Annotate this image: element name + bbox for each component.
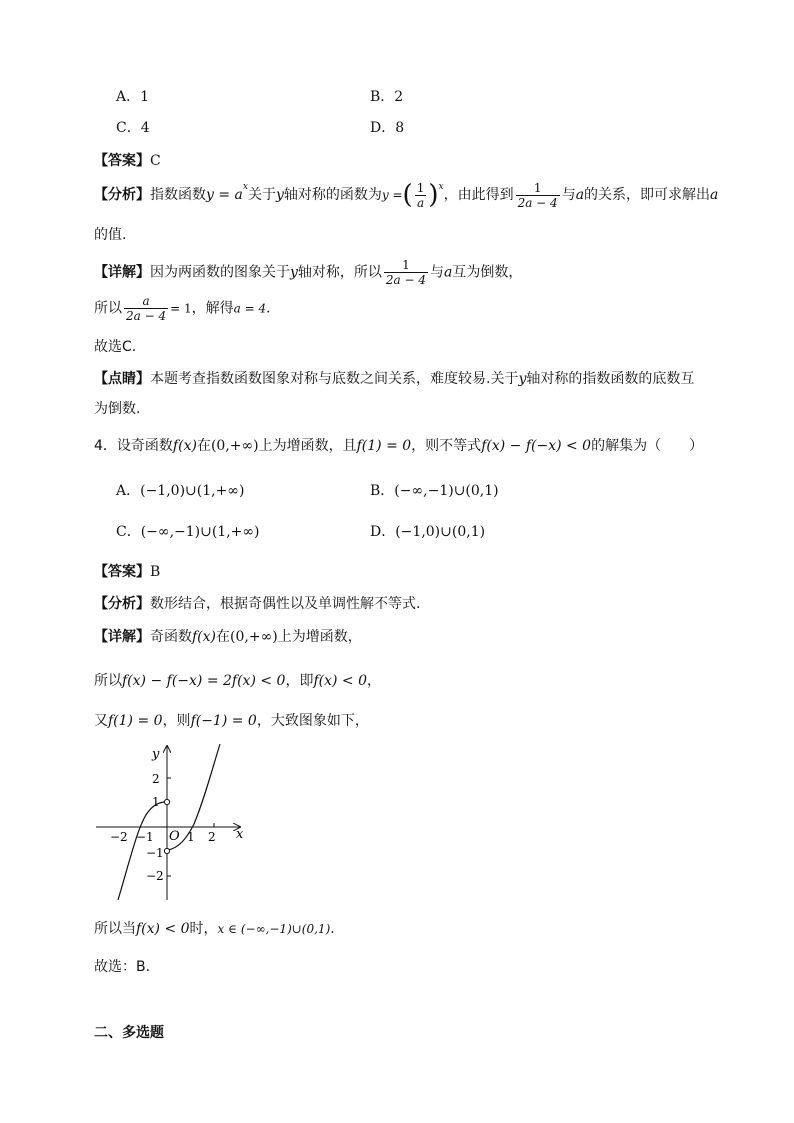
answer-tag: 【答案】 — [94, 564, 150, 580]
detail-text: 因为两函数的图象关于 — [150, 264, 290, 281]
q4-analysis — [94, 593, 420, 613]
math-expr: a = 4 — [233, 301, 267, 316]
math-expr: f(x) < 0 — [313, 673, 367, 689]
math-expr: f(x) − f(−x) < 0 — [481, 438, 592, 454]
answer-value: B — [150, 564, 161, 580]
answer-value: C — [150, 153, 161, 169]
math-var: a — [710, 187, 719, 203]
math-expr: f(1) = 0 — [356, 438, 412, 454]
q3-comment — [94, 368, 694, 388]
q3-option-a: A．1 — [116, 89, 150, 105]
fraction — [516, 181, 560, 210]
detail-text: 上为增函数， — [277, 629, 362, 645]
analysis-tag: 【分析】 — [94, 596, 150, 612]
open-point-bottom — [164, 848, 169, 853]
q4-option-c: C．(−∞,−1)∪(1,+∞) — [116, 524, 260, 540]
detail-tag: 【详解】 — [94, 264, 150, 281]
detail-text: 与 — [430, 264, 445, 281]
section-title: 二、多选题 — [94, 1025, 164, 1041]
q4-detail-line2 — [94, 670, 381, 690]
detail-text: 时， — [189, 921, 218, 937]
math-expr: (0,+∞) — [230, 629, 278, 645]
q4-option-d: D．(−1,0)∪(0,1) — [370, 524, 486, 540]
detail-text: 所以当 — [94, 921, 136, 937]
comment-text: 本题考查指数函数图象对称与底数之间关系，难度较易.关于 — [150, 371, 519, 387]
detail-text: 又 — [94, 713, 108, 729]
y-axis-label: y — [152, 747, 160, 762]
math-expr: x ∈ (−∞,−1)∪(0,1) — [217, 922, 331, 936]
stem-text: ，则不等式 — [411, 438, 482, 454]
math-sup: x — [438, 182, 444, 192]
math-expr: f(−1) = 0 — [190, 713, 257, 729]
q4-choose: 故选：B. — [94, 959, 151, 975]
analysis-text: 关于 — [247, 187, 276, 203]
q4-answer — [94, 561, 160, 581]
math-sup: x — [242, 182, 248, 192]
q4-detail-line3 — [94, 710, 369, 730]
detail-text: ，则 — [162, 713, 191, 729]
math-expr: f(x) — [192, 629, 217, 645]
q3-detail — [94, 258, 522, 287]
math-expr: (0,+∞) — [210, 438, 259, 454]
frac-num: a — [124, 294, 168, 309]
answer-tag: 【答案】 — [94, 153, 150, 169]
detail-text: 所以 — [94, 300, 122, 317]
q3-option-c: C．4 — [116, 120, 150, 136]
q3-answer — [94, 150, 161, 170]
math-expr: f(x) < 0 — [136, 921, 190, 937]
tick-y-neg2: −2 — [146, 869, 164, 883]
q4-option-a: A．(−1,0)∪(1,+∞) — [116, 483, 245, 499]
analysis-text: 的关系，即可求解出 — [584, 187, 711, 203]
analysis-text: 轴对称的函数为 — [283, 187, 382, 203]
origin-label: O — [169, 829, 180, 844]
tick-y-2: 2 — [152, 772, 160, 786]
paren-left: ( — [402, 180, 413, 210]
tick-x-1: 1 — [187, 830, 195, 844]
fraction — [415, 181, 427, 210]
detail-text: ，解得 — [191, 300, 234, 317]
q4-option-b: B．(−∞,−1)∪(0,1) — [370, 483, 499, 499]
frac-den: a — [416, 195, 425, 210]
x-axis-label: x — [236, 827, 244, 842]
q3-analysis — [94, 180, 718, 210]
math-var: a — [575, 187, 585, 203]
detail-text: 轴对称，所以 — [297, 264, 382, 281]
tick-x-2: 2 — [208, 830, 216, 844]
comment-text: 轴对称的指数函数的底数互 — [526, 371, 695, 387]
math-expr: y = — [381, 188, 403, 202]
detail-text: 在 — [216, 629, 231, 645]
tick-y-neg1: −1 — [146, 846, 164, 860]
q3-choose: 故选C. — [94, 339, 137, 355]
detail-tag: 【详解】 — [94, 629, 150, 645]
math-expr: f(1) = 0 — [108, 713, 163, 729]
math-var: y — [518, 371, 527, 387]
math-expr: = 1 — [170, 301, 192, 316]
fraction — [384, 258, 428, 287]
analysis-text: ，由此得到 — [443, 187, 514, 203]
math-expr: f(x) − f(−x) = 2f(x) < 0 — [122, 673, 286, 689]
detail-text: 奇函数 — [150, 629, 192, 645]
detail-text: ， — [367, 673, 381, 689]
frac-num: 1 — [384, 258, 428, 273]
math-expr: f(x) — [172, 438, 197, 454]
frac-den: 2a − 4 — [385, 273, 427, 287]
frac-num: 1 — [516, 181, 560, 196]
stem-text: 在 — [196, 438, 211, 454]
frac-num: 1 — [416, 180, 425, 195]
q4-stem — [94, 435, 703, 455]
frac-den: 2a − 4 — [517, 195, 558, 210]
stem-text: 的解集为（ ） — [591, 438, 704, 454]
q3-comment-cont: 为倒数. — [94, 401, 141, 417]
q3-analysis-cont: 的值. — [94, 227, 127, 243]
detail-text: ，即 — [285, 673, 314, 689]
math-expr: y = a — [206, 187, 243, 203]
analysis-tag: 【分析】 — [94, 187, 150, 203]
math-var: y — [275, 187, 284, 203]
stem-text: 上为增函数，且 — [258, 438, 357, 454]
open-point-top — [164, 799, 169, 804]
math-var: y — [290, 264, 298, 281]
analysis-text: 与 — [561, 187, 576, 203]
q3-option-d: D．8 — [370, 120, 405, 136]
math-var: a — [444, 264, 453, 281]
q4-detail — [94, 626, 362, 646]
q4-conclusion — [94, 918, 335, 938]
frac-den: 2a − 4 — [126, 309, 167, 323]
tick-y-1: 1 — [152, 795, 160, 809]
function-graph — [90, 740, 260, 905]
comment-tag: 【点睛】 — [94, 371, 150, 387]
fraction — [124, 294, 168, 323]
analysis-text: 指数函数 — [150, 187, 206, 203]
tick-x-neg1: −1 — [136, 830, 154, 844]
q3-detail-line2 — [94, 294, 280, 323]
detail-text: ． — [266, 300, 281, 317]
analysis-text: 数形结合，根据奇偶性以及单调性解不等式. — [150, 596, 421, 612]
stem-text: 4．设奇函数 — [94, 438, 173, 454]
detail-text: 互为倒数， — [452, 264, 523, 281]
detail-text: . — [330, 921, 335, 937]
detail-text: 所以 — [94, 673, 122, 689]
paren-right: ) — [428, 180, 439, 210]
q3-option-b: B．2 — [370, 89, 404, 105]
tick-x-neg2: −2 — [110, 830, 128, 844]
detail-text: ，大致图象如下， — [256, 713, 369, 729]
